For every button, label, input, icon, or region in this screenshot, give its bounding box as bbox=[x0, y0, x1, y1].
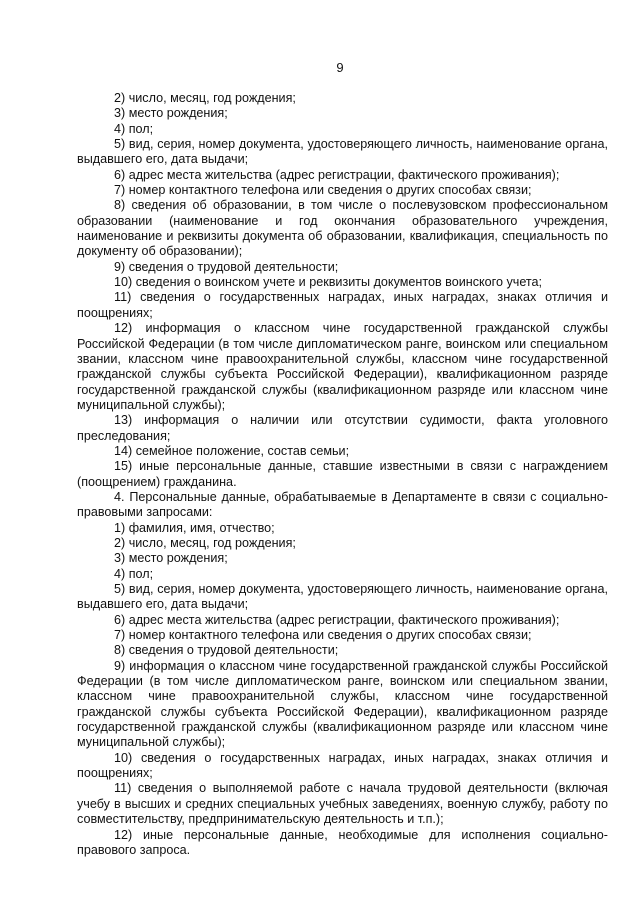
document-body bbox=[77, 91, 608, 858]
paragraph: 14) семейное положение, состав семьи; bbox=[114, 443, 350, 458]
paragraph: 6) адрес места жительства (адрес регистрации, фактического проживания); bbox=[114, 612, 560, 627]
paragraph: 3) место рождения; bbox=[114, 106, 228, 121]
paragraph: 10) сведения о воинском учете и реквизиты документов воинского учета; bbox=[114, 275, 543, 290]
paragraph: 5) вид, серия, номер документа, удостоверяющего личность, наименование органа, выдавшего его, дата выдачи; bbox=[77, 582, 608, 612]
paragraph: 11) сведения о выполняемой работе с начала трудовой деятельности (включая учебу в высших и средних специальных учебных заведениях, военную службу, работу по совместительству, предпринимательскую деятельность и т.п.); bbox=[77, 781, 608, 827]
paragraph: 7) номер контактного телефона или сведения о других способах связи; bbox=[114, 628, 532, 643]
paragraph: 4. Персональные данные, обрабатываемые в Департаменте в связи с социально-правовыми запросами: bbox=[77, 489, 608, 520]
paragraph: 12) информация о классном чине государственной гражданской службы Российской Федерации (в том числе дипломатическом ранге, воинском или специальном звании, классном чине правоохранительной службы, классном чине государственной гражданской службы субъекта Российской Федерации), квалификационном разряде государственной гражданской службы (квалификационном разряде или классном чине муниципальной службы); bbox=[77, 321, 608, 412]
paragraph: 15) иные персональные данные, ставшие известными в связи с награждением (поощрением) гражданина. bbox=[77, 459, 608, 489]
page-number: 9 bbox=[336, 60, 344, 75]
paragraph: 1) фамилия, имя, отчество; bbox=[114, 520, 275, 535]
paragraph: 7) номер контактного телефона или сведения о других способах связи; bbox=[114, 183, 532, 198]
paragraph: 11) сведения о государственных наградах, иных наградах, знаках отличия и поощрениях; bbox=[77, 290, 608, 320]
paragraph: 2) число, месяц, год рождения; bbox=[114, 91, 296, 105]
paragraph: 9) информация о классном чине государственной гражданской службы Российской Федерации (в том числе дипломатическом ранге, воинском или специальном звании, классном чине правоохранительной службы, классном чине государственной гражданской службы субъекта Российской Федерации), квалификационном разряде государственной гражданской службы (квалификационном разряде или классном чине муниципальной службы); bbox=[77, 658, 608, 750]
paragraph: 4) пол; bbox=[114, 121, 154, 136]
paragraph: 8) сведения о трудовой деятельности; bbox=[114, 643, 339, 658]
paragraph: 4) пол; bbox=[114, 566, 154, 581]
paragraph: 5) вид, серия, номер документа, удостоверяющего личность, наименование органа, выдавшего его, дата выдачи; bbox=[77, 137, 608, 167]
paragraph: 10) сведения о государственных наградах, иных наградах, знаках отличия и поощрениях; bbox=[77, 750, 608, 781]
paragraph: 9) сведения о трудовой деятельности; bbox=[114, 259, 339, 274]
paragraph: 13) информация о наличии или отсутствии судимости, факта уголовного преследования; bbox=[77, 413, 608, 443]
paragraph: 8) сведения об образовании, в том числе о послевузовском профессиональном образовании (наименование и год окончания образовательного учреждения, наименование и реквизиты документа об образовании, квалификация, специальность по документу об образовании); bbox=[77, 198, 608, 259]
paragraph: 3) место рождения; bbox=[114, 551, 228, 566]
paragraph: 2) число, месяц, год рождения; bbox=[114, 535, 296, 550]
paragraph: 12) иные персональные данные, необходимые для исполнения социально-правового запроса. bbox=[77, 827, 608, 857]
paragraph: 6) адрес места жительства (адрес регистрации, фактического проживания); bbox=[114, 167, 560, 182]
